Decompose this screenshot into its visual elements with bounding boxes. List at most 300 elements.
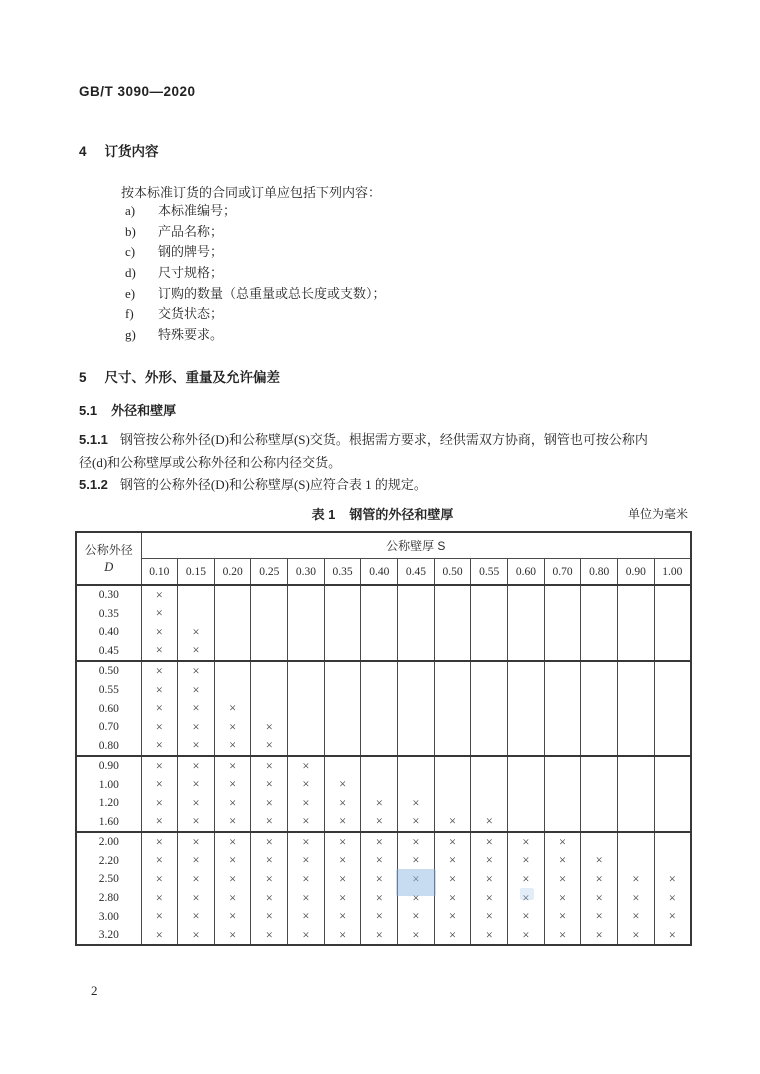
diameter-cell: 0.80 xyxy=(98,739,119,752)
availability-mark: × xyxy=(229,834,237,849)
availability-mark: × xyxy=(412,834,420,849)
empty-cell xyxy=(471,736,508,756)
mark-cell xyxy=(361,926,398,946)
mark-cell xyxy=(618,926,655,946)
table-row xyxy=(76,889,691,908)
empty-cell xyxy=(471,642,508,662)
empty-cell xyxy=(361,718,398,737)
availability-mark: × xyxy=(192,682,200,697)
availability-mark: × xyxy=(229,738,237,753)
clause-text: 钢管按公称外径(D)和公称壁厚(S)交货。根据需方要求，经供需双方协商，钢管也可按公称内 xyxy=(119,432,648,447)
availability-mark: × xyxy=(375,795,383,810)
availability-mark: × xyxy=(632,927,640,942)
availability-mark: × xyxy=(155,682,163,697)
thickness-header-cell: 0.50 xyxy=(434,559,471,586)
thickness-group-header: 公称壁厚 S xyxy=(141,532,691,559)
availability-mark: × xyxy=(412,853,420,868)
mark-cell xyxy=(141,642,178,662)
mark-cell xyxy=(288,775,325,794)
availability-mark: × xyxy=(668,909,676,924)
empty-cell xyxy=(618,699,655,718)
availability-mark: × xyxy=(155,909,163,924)
empty-cell xyxy=(361,605,398,624)
empty-cell xyxy=(288,699,325,718)
list-item-label: f) xyxy=(125,306,134,322)
mark-cell xyxy=(251,832,288,852)
availability-mark: × xyxy=(339,890,347,905)
mark-cell xyxy=(471,832,508,852)
empty-cell xyxy=(654,794,691,813)
empty-cell xyxy=(361,661,398,681)
section-5-heading xyxy=(79,366,280,386)
availability-mark: × xyxy=(192,795,200,810)
watermark-stamp-small xyxy=(520,888,534,900)
empty-cell xyxy=(618,642,655,662)
availability-mark: × xyxy=(668,871,676,886)
availability-mark: × xyxy=(559,909,567,924)
diameter-cell: 3.00 xyxy=(98,910,119,923)
availability-mark: × xyxy=(522,871,530,886)
empty-cell xyxy=(471,794,508,813)
mark-cell xyxy=(141,699,178,718)
empty-cell xyxy=(398,756,435,776)
empty-cell xyxy=(581,756,618,776)
mark-cell xyxy=(398,852,435,871)
empty-cell xyxy=(251,642,288,662)
mark-cell xyxy=(471,889,508,908)
availability-mark: × xyxy=(339,777,347,792)
availability-mark: × xyxy=(229,719,237,734)
empty-cell xyxy=(654,736,691,756)
availability-mark: × xyxy=(265,719,273,734)
diameter-cell: 0.45 xyxy=(98,644,119,657)
mark-cell xyxy=(141,889,178,908)
availability-mark: × xyxy=(265,795,273,810)
empty-cell xyxy=(398,681,435,700)
empty-cell xyxy=(434,623,471,642)
empty-cell xyxy=(214,605,251,624)
diameter-cell: 0.60 xyxy=(98,702,119,715)
availability-mark: × xyxy=(302,890,310,905)
availability-mark: × xyxy=(339,853,347,868)
mark-cell xyxy=(581,852,618,871)
mark-cell xyxy=(324,926,361,946)
empty-cell xyxy=(288,585,325,605)
mark-cell xyxy=(214,889,251,908)
empty-cell xyxy=(618,585,655,605)
mark-cell xyxy=(654,926,691,946)
thickness-header-cell: 0.25 xyxy=(251,559,288,586)
mark-cell xyxy=(251,926,288,946)
availability-mark: × xyxy=(155,738,163,753)
table-row xyxy=(76,605,691,624)
availability-mark: × xyxy=(155,834,163,849)
mark-cell xyxy=(178,775,215,794)
table-header-row-2 xyxy=(76,559,691,586)
empty-cell xyxy=(324,736,361,756)
empty-cell xyxy=(544,775,581,794)
empty-cell xyxy=(654,661,691,681)
empty-cell xyxy=(618,605,655,624)
availability-mark: × xyxy=(485,871,493,886)
section-4-number: 4 xyxy=(79,144,87,159)
mark-cell xyxy=(434,907,471,926)
empty-cell xyxy=(471,623,508,642)
empty-cell xyxy=(178,605,215,624)
empty-cell xyxy=(581,794,618,813)
availability-mark: × xyxy=(155,719,163,734)
empty-cell xyxy=(654,642,691,662)
mark-cell xyxy=(471,907,508,926)
availability-mark: × xyxy=(265,853,273,868)
availability-mark: × xyxy=(522,909,530,924)
mark-cell xyxy=(214,926,251,946)
table-row xyxy=(76,718,691,737)
availability-mark: × xyxy=(668,927,676,942)
availability-mark: × xyxy=(632,909,640,924)
mark-cell xyxy=(361,813,398,833)
table-row xyxy=(76,775,691,794)
availability-mark: × xyxy=(559,890,567,905)
mark-cell xyxy=(178,794,215,813)
empty-cell xyxy=(471,661,508,681)
availability-mark: × xyxy=(155,777,163,792)
mark-cell xyxy=(178,907,215,926)
mark-cell xyxy=(251,756,288,776)
availability-mark: × xyxy=(339,814,347,829)
availability-mark: × xyxy=(265,738,273,753)
mark-cell xyxy=(508,870,545,889)
empty-cell xyxy=(434,681,471,700)
empty-cell xyxy=(544,794,581,813)
table-row-group xyxy=(76,756,691,832)
availability-mark: × xyxy=(412,927,420,942)
availability-mark: × xyxy=(229,853,237,868)
diameter-symbol: D xyxy=(104,559,114,574)
empty-cell xyxy=(361,756,398,776)
mark-cell xyxy=(398,907,435,926)
availability-mark: × xyxy=(375,834,383,849)
availability-mark: × xyxy=(302,758,310,773)
mark-cell xyxy=(214,832,251,852)
availability-mark: × xyxy=(559,834,567,849)
empty-cell xyxy=(618,736,655,756)
table-caption-row xyxy=(75,504,690,524)
empty-cell xyxy=(544,605,581,624)
availability-mark: × xyxy=(522,834,530,849)
list-item-label: c) xyxy=(125,244,136,260)
mark-cell xyxy=(398,794,435,813)
availability-mark: × xyxy=(155,643,163,658)
list-item-label: d) xyxy=(125,265,136,281)
mark-cell xyxy=(141,661,178,681)
mark-cell xyxy=(178,623,215,642)
availability-mark: × xyxy=(412,871,420,886)
empty-cell xyxy=(251,585,288,605)
mark-cell xyxy=(214,794,251,813)
empty-cell xyxy=(288,718,325,737)
availability-mark: × xyxy=(412,814,420,829)
list-item xyxy=(125,201,545,222)
empty-cell xyxy=(434,585,471,605)
list-item-label: b) xyxy=(125,223,136,239)
diameter-cell: 2.20 xyxy=(98,854,119,867)
paragraph-line xyxy=(79,451,695,474)
availability-mark: × xyxy=(485,834,493,849)
availability-mark: × xyxy=(155,814,163,829)
availability-mark: × xyxy=(192,663,200,678)
empty-cell xyxy=(618,718,655,737)
availability-mark: × xyxy=(265,777,273,792)
availability-mark: × xyxy=(375,853,383,868)
paragraph-5-1-2 xyxy=(79,474,695,493)
availability-mark: × xyxy=(265,758,273,773)
availability-mark: × xyxy=(265,814,273,829)
empty-cell xyxy=(398,623,435,642)
mark-cell xyxy=(178,870,215,889)
availability-mark: × xyxy=(192,853,200,868)
empty-cell xyxy=(434,756,471,776)
table-row xyxy=(76,681,691,700)
empty-cell xyxy=(544,813,581,833)
table-row xyxy=(76,907,691,926)
mark-cell xyxy=(288,832,325,852)
mark-cell xyxy=(544,889,581,908)
thickness-header-cell: 0.30 xyxy=(288,559,325,586)
mark-cell xyxy=(178,756,215,776)
diameter-cell: 2.00 xyxy=(98,836,119,849)
mark-cell xyxy=(288,813,325,833)
empty-cell xyxy=(544,736,581,756)
empty-cell xyxy=(618,813,655,833)
empty-cell xyxy=(508,681,545,700)
empty-cell xyxy=(288,736,325,756)
mark-cell xyxy=(618,889,655,908)
table-row-group xyxy=(76,661,691,756)
table-header xyxy=(76,532,691,585)
mark-cell xyxy=(581,870,618,889)
empty-cell xyxy=(544,661,581,681)
table-row xyxy=(76,794,691,813)
empty-cell xyxy=(581,775,618,794)
order-content-list xyxy=(125,201,545,346)
empty-cell xyxy=(361,623,398,642)
mark-cell xyxy=(434,926,471,946)
mark-cell xyxy=(361,907,398,926)
empty-cell xyxy=(214,681,251,700)
clause-text: 径(d)和公称壁厚或公称外径和公称内径交货。 xyxy=(79,455,342,470)
mark-cell xyxy=(141,623,178,642)
mark-cell xyxy=(361,889,398,908)
thickness-header-cell: 0.90 xyxy=(618,559,655,586)
mark-cell xyxy=(178,699,215,718)
availability-mark: × xyxy=(595,927,603,942)
empty-cell xyxy=(654,852,691,871)
mark-cell xyxy=(434,870,471,889)
list-item-text: 特殊要求。 xyxy=(158,327,224,343)
doc-code: GB/T 3090—2020 xyxy=(79,84,196,99)
availability-mark: × xyxy=(155,795,163,810)
mark-cell xyxy=(544,852,581,871)
empty-cell xyxy=(618,832,655,852)
mark-cell xyxy=(251,870,288,889)
availability-mark: × xyxy=(412,795,420,810)
table-row xyxy=(76,813,691,833)
empty-cell xyxy=(324,623,361,642)
availability-mark: × xyxy=(339,871,347,886)
availability-mark: × xyxy=(192,777,200,792)
list-item-text: 尺寸规格； xyxy=(158,265,224,281)
page-number: 2 xyxy=(91,983,98,998)
availability-mark: × xyxy=(265,871,273,886)
availability-mark: × xyxy=(339,927,347,942)
section-4-title: 订货内容 xyxy=(104,144,159,159)
section-5-1-title: 外径和壁厚 xyxy=(111,403,177,418)
empty-cell xyxy=(654,681,691,700)
availability-mark: × xyxy=(339,795,347,810)
table-row xyxy=(76,870,691,889)
availability-mark: × xyxy=(192,643,200,658)
availability-mark: × xyxy=(339,909,347,924)
empty-cell xyxy=(471,681,508,700)
paragraph-line xyxy=(79,428,695,451)
mark-cell xyxy=(581,907,618,926)
availability-mark: × xyxy=(522,853,530,868)
availability-mark: × xyxy=(485,927,493,942)
mark-cell xyxy=(288,852,325,871)
availability-mark: × xyxy=(192,927,200,942)
empty-cell xyxy=(324,642,361,662)
empty-cell xyxy=(324,605,361,624)
mark-cell xyxy=(178,661,215,681)
availability-mark: × xyxy=(559,871,567,886)
empty-cell xyxy=(398,585,435,605)
list-item xyxy=(125,263,545,284)
thickness-header-cell: 0.10 xyxy=(141,559,178,586)
thickness-header-cell: 0.70 xyxy=(544,559,581,586)
mark-cell xyxy=(141,681,178,700)
availability-mark: × xyxy=(229,758,237,773)
empty-cell xyxy=(508,605,545,624)
empty-cell xyxy=(288,642,325,662)
empty-cell xyxy=(324,585,361,605)
table-row-group xyxy=(76,832,691,945)
empty-cell xyxy=(654,699,691,718)
mark-cell xyxy=(141,852,178,871)
empty-cell xyxy=(581,699,618,718)
mark-cell xyxy=(434,889,471,908)
availability-mark: × xyxy=(375,890,383,905)
empty-cell xyxy=(544,623,581,642)
availability-mark: × xyxy=(302,853,310,868)
mark-cell xyxy=(471,813,508,833)
mark-cell xyxy=(141,907,178,926)
availability-mark: × xyxy=(229,814,237,829)
thickness-header-cell: 1.00 xyxy=(654,559,691,586)
empty-cell xyxy=(654,756,691,776)
mark-cell xyxy=(361,832,398,852)
empty-cell xyxy=(434,661,471,681)
empty-cell xyxy=(581,813,618,833)
availability-mark: × xyxy=(229,701,237,716)
mark-cell xyxy=(434,852,471,871)
availability-mark: × xyxy=(375,909,383,924)
empty-cell xyxy=(544,585,581,605)
empty-cell xyxy=(618,681,655,700)
availability-mark: × xyxy=(595,871,603,886)
diameter-cell: 1.60 xyxy=(98,815,119,828)
mark-cell xyxy=(178,642,215,662)
mark-cell xyxy=(324,907,361,926)
availability-mark: × xyxy=(302,834,310,849)
empty-cell xyxy=(508,585,545,605)
availability-mark: × xyxy=(229,909,237,924)
mark-cell xyxy=(324,832,361,852)
availability-mark: × xyxy=(192,871,200,886)
availability-mark: × xyxy=(302,927,310,942)
empty-cell xyxy=(434,642,471,662)
diameter-cell: 0.70 xyxy=(98,721,119,734)
empty-cell xyxy=(324,756,361,776)
mark-cell xyxy=(178,889,215,908)
mark-cell xyxy=(324,852,361,871)
mark-cell xyxy=(544,907,581,926)
empty-cell xyxy=(581,585,618,605)
mark-cell xyxy=(324,889,361,908)
availability-mark: × xyxy=(155,890,163,905)
mark-cell xyxy=(544,870,581,889)
empty-cell xyxy=(434,699,471,718)
mark-cell xyxy=(581,926,618,946)
diameter-cell: 0.90 xyxy=(98,760,119,773)
empty-cell xyxy=(251,605,288,624)
availability-mark: × xyxy=(449,890,457,905)
mark-cell xyxy=(214,775,251,794)
availability-mark: × xyxy=(302,814,310,829)
empty-cell xyxy=(654,623,691,642)
list-item xyxy=(125,284,545,305)
mark-cell xyxy=(141,756,178,776)
section-5-1-heading xyxy=(79,400,176,419)
mark-cell xyxy=(178,832,215,852)
empty-cell xyxy=(654,813,691,833)
empty-cell xyxy=(361,642,398,662)
availability-mark: × xyxy=(155,758,163,773)
table-row xyxy=(76,642,691,662)
availability-mark: × xyxy=(595,853,603,868)
list-item-label: a) xyxy=(125,203,136,218)
mark-cell xyxy=(178,736,215,756)
empty-cell xyxy=(471,718,508,737)
list-item-text: 交货状态； xyxy=(158,306,224,322)
empty-cell xyxy=(544,699,581,718)
thickness-header-cell: 0.80 xyxy=(581,559,618,586)
mark-cell xyxy=(361,870,398,889)
empty-cell xyxy=(434,736,471,756)
empty-cell xyxy=(654,718,691,737)
empty-cell xyxy=(324,718,361,737)
mark-cell xyxy=(544,926,581,946)
clause-number: 5.1.2 xyxy=(79,477,108,492)
list-item xyxy=(125,325,545,346)
mark-cell xyxy=(251,718,288,737)
mark-cell xyxy=(178,718,215,737)
empty-cell xyxy=(618,756,655,776)
empty-cell xyxy=(398,699,435,718)
thickness-header-cell: 0.45 xyxy=(398,559,435,586)
empty-cell xyxy=(508,642,545,662)
availability-mark: × xyxy=(229,890,237,905)
